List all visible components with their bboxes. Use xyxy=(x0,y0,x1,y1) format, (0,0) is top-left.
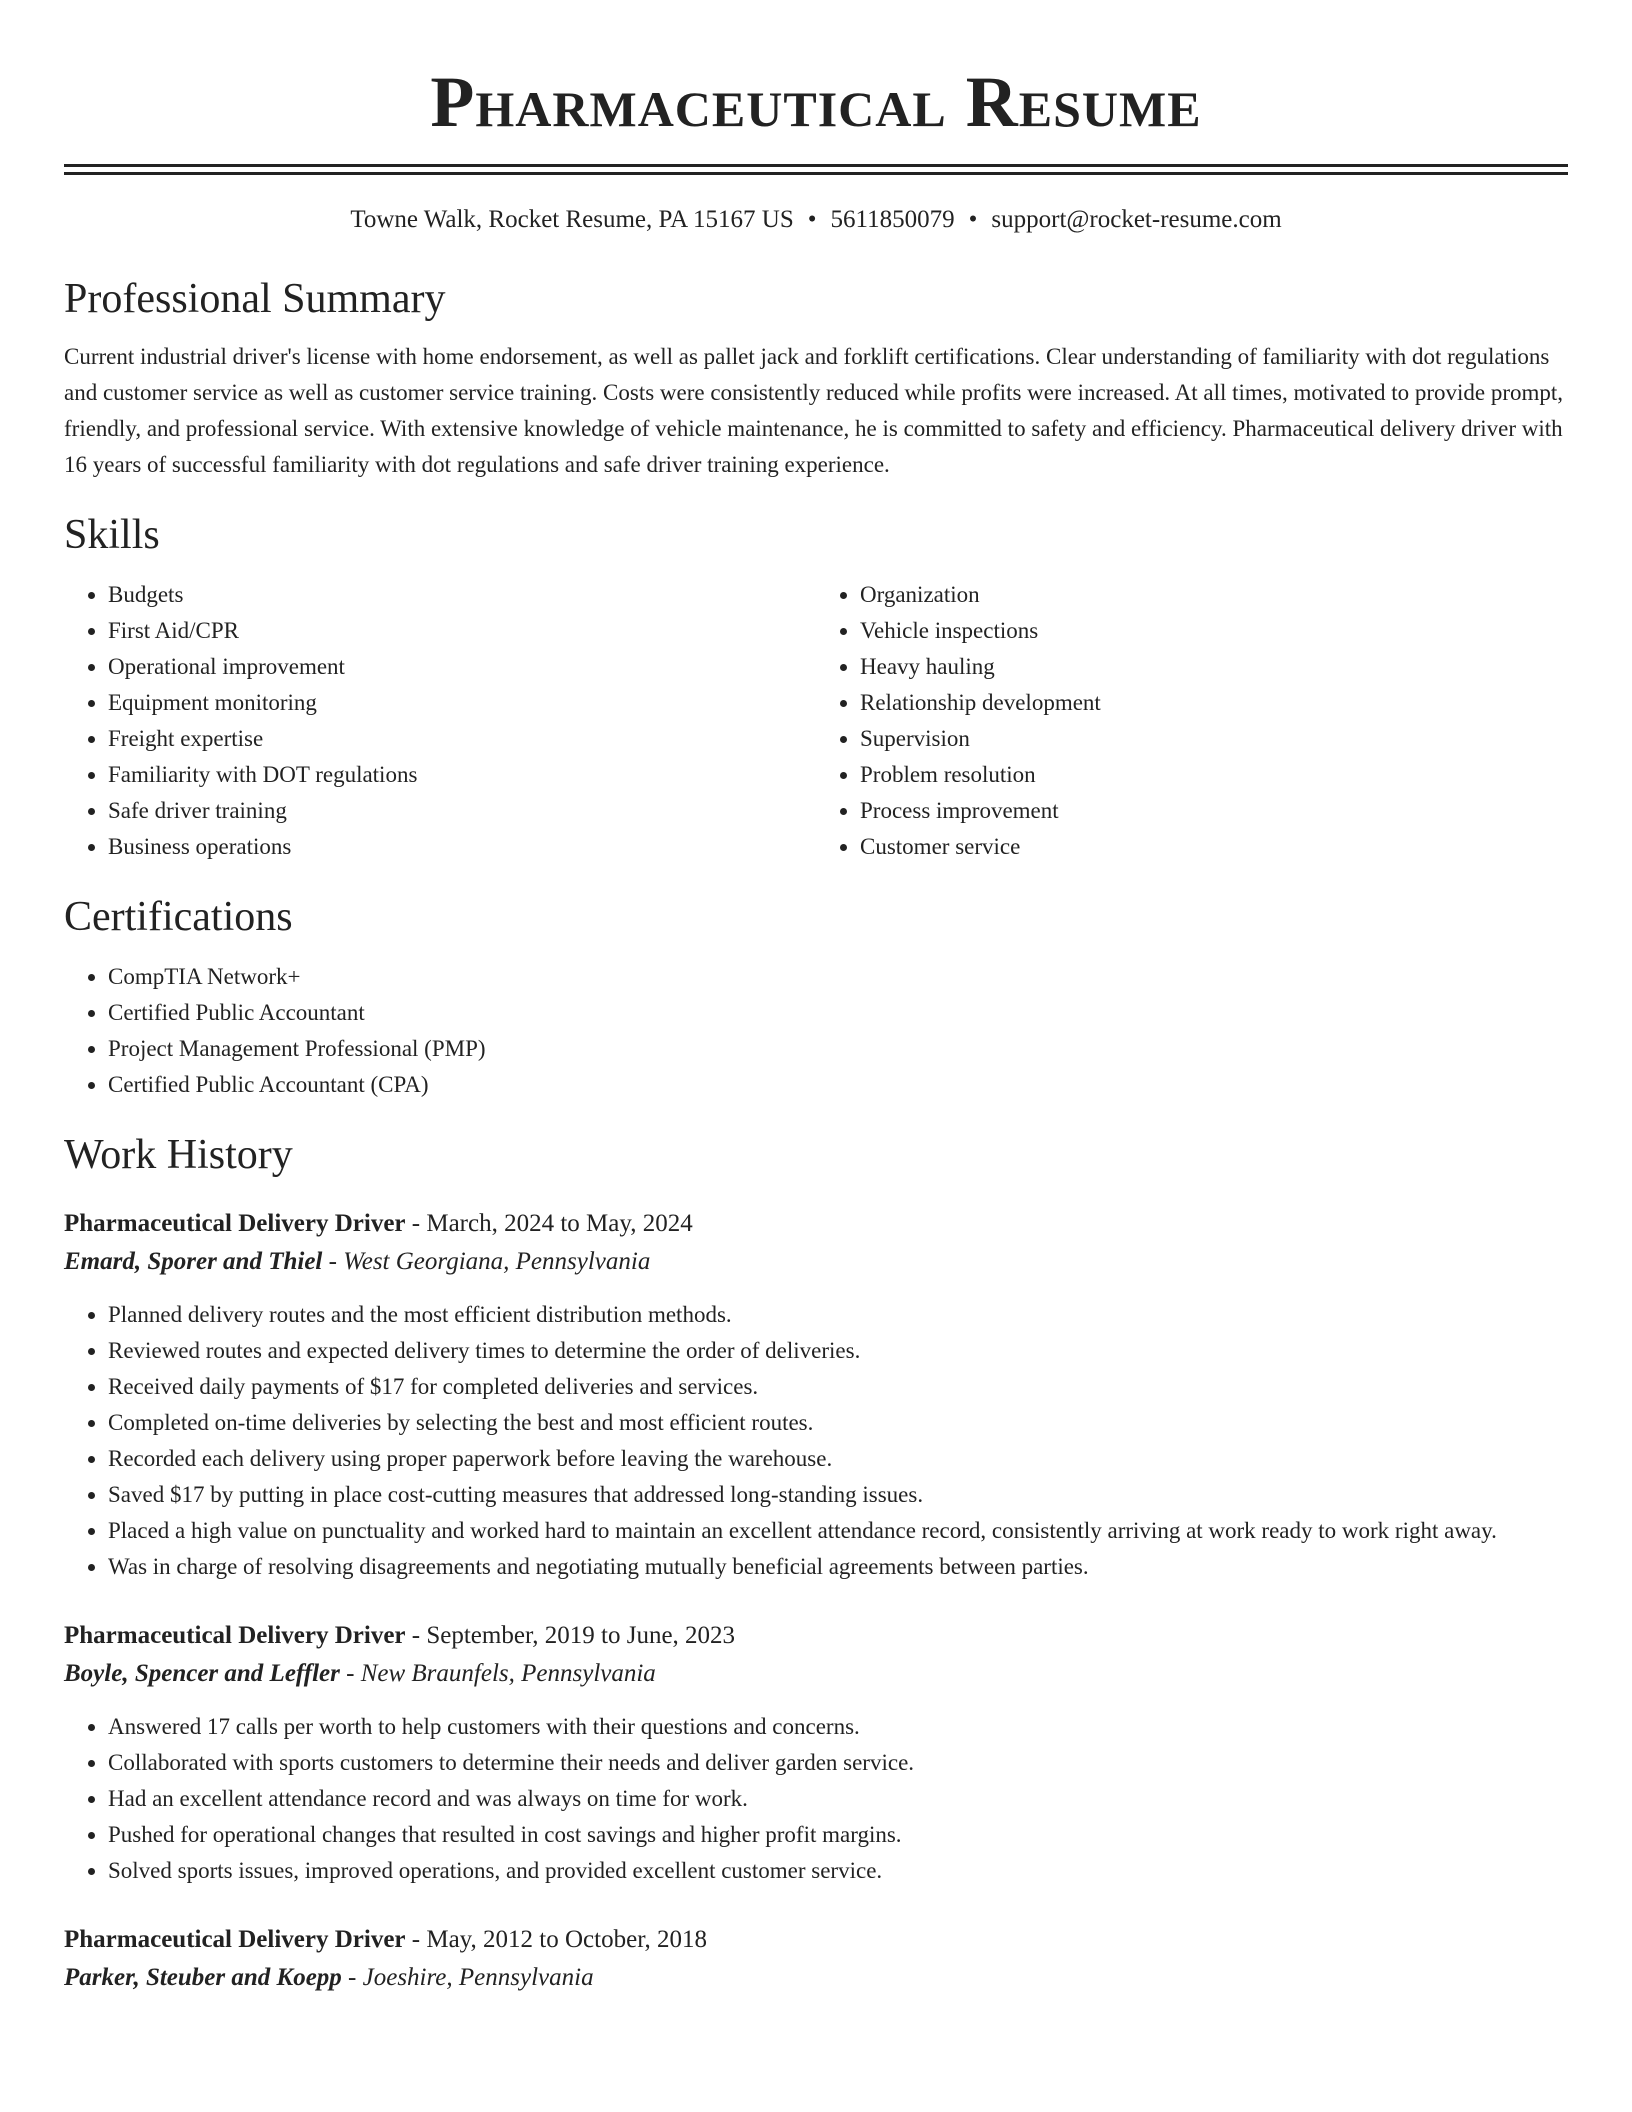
job-title: Pharmaceutical Delivery Driver xyxy=(64,1210,406,1237)
job-title: Pharmaceutical Delivery Driver xyxy=(64,1622,406,1649)
job-company: Parker, Steuber and Koepp xyxy=(64,1964,342,1991)
job-bullet: • Placed a high value on punctuality and worked hard to maintain an excellent attendance record, consistently arriving at work ready to work right away. xyxy=(108,1513,1568,1549)
job-dates: - March, 2024 to May, 2024 xyxy=(405,1210,693,1237)
title-double-rule xyxy=(64,164,1568,175)
skill-item: • Operational improvement xyxy=(108,649,816,685)
contact-separator: • xyxy=(807,206,817,233)
contact-phone: 5611850079 xyxy=(830,206,955,233)
job-bullet: • Was in charge of resolving disagreements and negotiating mutually beneficial agreements between parties. xyxy=(108,1549,1568,1585)
skill-item: • Business operations xyxy=(108,829,816,865)
skills-list-right xyxy=(816,577,1568,865)
job-company-line xyxy=(64,1655,1568,1693)
job-location: - West Georgiana, Pennsylvania xyxy=(322,1248,651,1275)
skills-heading: Skills xyxy=(64,512,160,558)
job-title-line xyxy=(64,1205,1568,1243)
skill-item: • First Aid/CPR xyxy=(108,613,816,649)
certification-item: • Certified Public Accountant (CPA) xyxy=(108,1067,1568,1103)
resume-title: Pharmaceutical Resume xyxy=(430,62,1202,142)
job-location: - New Braunfels, Pennsylvania xyxy=(339,1660,656,1687)
job-bullet: • Received daily payments of $17 for completed deliveries and services. xyxy=(108,1369,1568,1405)
certifications-list xyxy=(64,959,1568,1103)
skill-item: • Supervision xyxy=(860,721,1568,757)
job-dates: - September, 2019 to June, 2023 xyxy=(405,1622,736,1649)
skill-item: • Organization xyxy=(860,577,1568,613)
contact-line xyxy=(64,203,1568,237)
job-bullet: • Solved sports issues, improved operations, and provided excellent customer service. xyxy=(108,1853,1568,1889)
contact-email: support@rocket-resume.com xyxy=(991,206,1282,233)
skill-item: • Customer service xyxy=(860,829,1568,865)
job-dates: - May, 2012 to October, 2018 xyxy=(405,1926,708,1953)
job-bullet: • Collaborated with sports customers to determine their needs and deliver garden service. xyxy=(108,1745,1568,1781)
summary-heading: Professional Summary xyxy=(64,276,446,322)
certification-item: • Certified Public Accountant xyxy=(108,995,1568,1031)
certifications-heading: Certifications xyxy=(64,894,293,940)
job-title: Pharmaceutical Delivery Driver xyxy=(64,1926,406,1953)
job-bullets xyxy=(64,1709,1568,1889)
skill-item: • Budgets xyxy=(108,577,816,613)
summary-section xyxy=(64,273,1568,483)
job-company-line xyxy=(64,1959,1568,1997)
skill-item: • Safe driver training xyxy=(108,793,816,829)
work-history-heading: Work History xyxy=(64,1132,293,1178)
job-entry xyxy=(64,1617,1568,1889)
contact-address: Towne Walk, Rocket Resume, PA 15167 US xyxy=(350,206,794,233)
resume-page xyxy=(64,0,1568,1997)
skills-list-left xyxy=(64,577,816,865)
summary-text: Current industrial driver's license with home endorsement, as well as pallet jack and forklift certifications. Clear understanding of familiarity with dot regulations and customer service as well as customer service training. Costs were consistently reduced while profits were increased. At all times, motivated to provide prompt, friendly, and professional service. With extensive knowledge of vehicle maintenance, he is committed to safety and efficiency. Pharmaceutical delivery driver with 16 years of successful familiarity with dot regulations and safe driver training experience. xyxy=(64,344,1564,477)
job-bullet: • Saved $17 by putting in place cost-cutting measures that addressed long-standing issues. xyxy=(108,1477,1568,1513)
certification-item: • Project Management Professional (PMP) xyxy=(108,1031,1568,1067)
skills-section xyxy=(64,509,1568,865)
job-entry xyxy=(64,1921,1568,1997)
skill-item: • Freight expertise xyxy=(108,721,816,757)
skill-item: • Vehicle inspections xyxy=(860,613,1568,649)
job-title-line xyxy=(64,1921,1568,1959)
job-bullet: • Planned delivery routes and the most efficient distribution methods. xyxy=(108,1297,1568,1333)
job-company: Boyle, Spencer and Leffler xyxy=(64,1660,340,1687)
job-entry xyxy=(64,1205,1568,1585)
job-title-line xyxy=(64,1617,1568,1655)
skill-item: • Heavy hauling xyxy=(860,649,1568,685)
certification-item: • CompTIA Network+ xyxy=(108,959,1568,995)
skill-item: • Process improvement xyxy=(860,793,1568,829)
job-bullet: • Completed on-time deliveries by selecting the best and most efficient routes. xyxy=(108,1405,1568,1441)
job-company: Emard, Sporer and Thiel xyxy=(64,1248,323,1275)
skill-item: • Relationship development xyxy=(860,685,1568,721)
skill-item: • Familiarity with DOT regulations xyxy=(108,757,816,793)
job-bullet: • Reviewed routes and expected delivery times to determine the order of deliveries. xyxy=(108,1333,1568,1369)
job-bullet: • Had an excellent attendance record and was always on time for work. xyxy=(108,1781,1568,1817)
skills-columns xyxy=(64,561,1568,865)
job-bullet: • Answered 17 calls per worth to help customers with their questions and concerns. xyxy=(108,1709,1568,1745)
skill-item: • Problem resolution xyxy=(860,757,1568,793)
job-location: - Joeshire, Pennsylvania xyxy=(341,1964,594,1991)
skill-item: • Equipment monitoring xyxy=(108,685,816,721)
job-bullets xyxy=(64,1297,1568,1585)
job-bullet: • Recorded each delivery using proper paperwork before leaving the warehouse. xyxy=(108,1441,1568,1477)
job-company-line xyxy=(64,1243,1568,1281)
work-history-section xyxy=(64,1129,1568,1997)
certifications-section xyxy=(64,891,1568,1103)
job-bullet: • Pushed for operational changes that resulted in cost savings and higher profit margins. xyxy=(108,1817,1568,1853)
contact-separator: • xyxy=(968,206,978,233)
